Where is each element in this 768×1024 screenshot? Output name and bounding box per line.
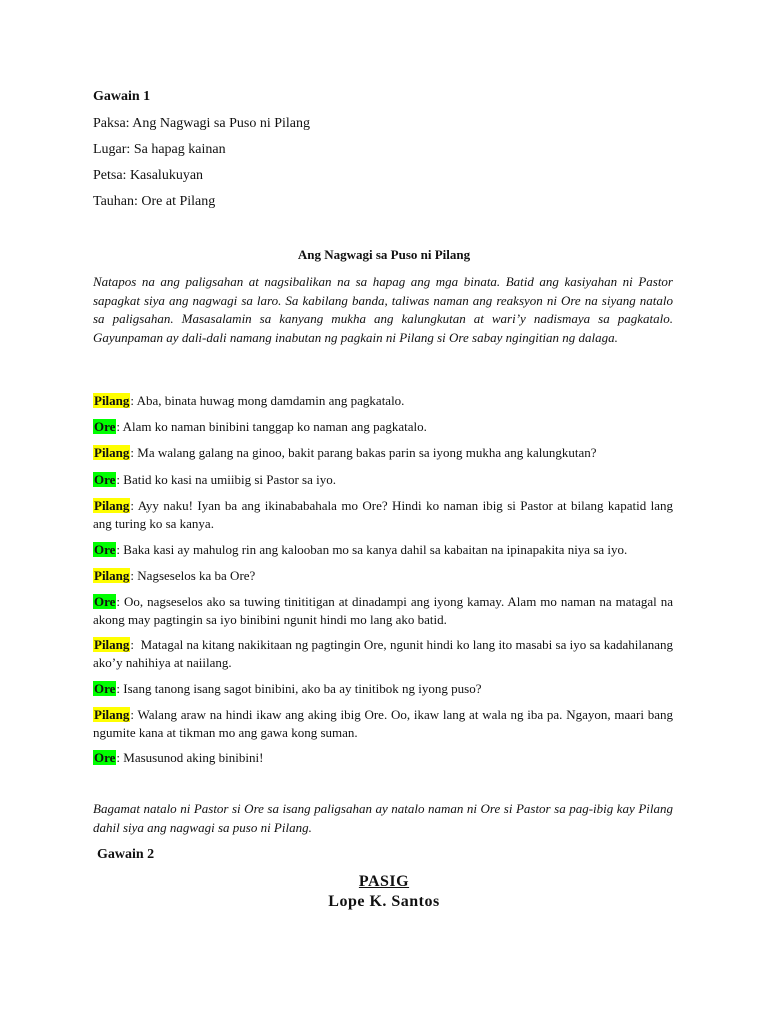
dialogue-line bbox=[93, 418, 673, 436]
speaker-separator: : bbox=[116, 472, 121, 487]
speaker-name-ore: Ore bbox=[94, 542, 116, 557]
dialogue-line bbox=[93, 541, 673, 559]
speaker-name-ore: Ore bbox=[94, 681, 116, 696]
dialogue-line bbox=[93, 392, 673, 410]
dialogue-text: Alam ko naman binibini tanggap ko naman ang pagkatalo. bbox=[120, 419, 427, 434]
speaker-name-pilang: Pilang bbox=[94, 707, 130, 722]
story-title: Ang Nagwagi sa Puso ni Pilang bbox=[297, 247, 471, 262]
poem-title: PASIG bbox=[358, 873, 410, 890]
speaker-name-ore: Ore bbox=[94, 472, 116, 487]
dialogue-line bbox=[93, 593, 677, 629]
story-intro: Natapos na ang paligsahan at nagsibalikan na sa hapag ang mga binata. Batid ang kasiyahan ni Pastor sapagkat siya ang nagwagi sa laro. Sa kabilang banda, taliwas naman ang reaksyon ni Ore na siyang natalo sa paligsahan. Masasalamin sa kanyang mukha ang kalungkutan at wari’y nadismaya sa pagkatalo. Gayunpaman ay dali-dali namang inabutan ng pagkain ni Pilang si Ore sabay ngingitian ng dalaga. bbox=[93, 274, 673, 345]
speaker-separator: : bbox=[130, 568, 135, 583]
dialogue-text: Batid ko kasi na umiibig si Pastor sa iyo. bbox=[120, 472, 336, 487]
dialogue-text: Ayy naku! Iyan ba ang ikinababahala mo Ore? Hindi ko naman ibig si Pastor at bilang kapatid lang ang turing ko sa kanya. bbox=[93, 498, 677, 531]
dialogue-text: Baka kasi ay mahulog rin ang kalooban mo sa kanya dahil sa kabaitan na ipinapakita niya sa iyo. bbox=[120, 542, 628, 557]
speaker-separator: : bbox=[116, 542, 121, 557]
dialogue-text: Ma walang galang na ginoo, bakit parang bakas parin sa iyong mukha ang kalungkutan? bbox=[134, 445, 597, 460]
dialogue-text: Walang araw na hindi ikaw ang aking ibig Ore. Oo, ikaw lang at wala ng iba pa. Ngayon, maari bang ngumite kana at tikman mo ang gawa kong suman. bbox=[93, 707, 677, 740]
poem-author: Lope K. Santos bbox=[328, 893, 440, 910]
dialogue-text: Oo, nagseselos ako sa tuwing tinititigan at dinadampi ang iyong kamay. Alam mo naman na matagal na akong may pagtingin sa iyo binibini ngunit hindi mo lang ako batid. bbox=[93, 594, 677, 627]
petsa-line: Petsa: Kasalukuyan bbox=[93, 168, 204, 183]
speaker-separator: : bbox=[130, 637, 135, 652]
speaker-separator: : bbox=[130, 498, 135, 513]
speaker-name-pilang: Pilang bbox=[94, 445, 130, 460]
lugar-line: Lugar: Sa hapag kainan bbox=[93, 142, 226, 157]
speaker-name-ore: Ore bbox=[94, 594, 116, 609]
speaker-name-pilang: Pilang bbox=[94, 393, 130, 408]
dialogue-line bbox=[93, 567, 673, 585]
dialogue-text: Masusunod aking binibini! bbox=[120, 750, 264, 765]
speaker-separator: : bbox=[130, 393, 135, 408]
speaker-name-ore: Ore bbox=[94, 419, 116, 434]
speaker-separator: : bbox=[116, 750, 121, 765]
dialogue-line bbox=[93, 497, 677, 533]
dialogue-line bbox=[93, 749, 673, 767]
paksa-line: Paksa: Ang Nagwagi sa Puso ni Pilang bbox=[93, 116, 310, 131]
speaker-separator: : bbox=[116, 419, 121, 434]
gawain1-heading: Gawain 1 bbox=[93, 89, 151, 104]
gawain2-heading: Gawain 2 bbox=[97, 847, 155, 862]
speaker-name-ore: Ore bbox=[94, 750, 116, 765]
speaker-separator: : bbox=[130, 445, 135, 460]
dialogue-text: Matagal na kitang nakikitaan ng pagtingin Ore, ngunit hindi ko lang ito masabi sa iyo sa kadahilanang ako’y nahihiya at naiilang. bbox=[93, 637, 677, 670]
dialogue-line bbox=[93, 444, 673, 462]
speaker-name-pilang: Pilang bbox=[94, 498, 130, 513]
dialogue-text: Isang tanong isang sagot binibini, ako ba ay tinitibok ng iyong puso? bbox=[120, 681, 482, 696]
speaker-separator: : bbox=[116, 681, 121, 696]
dialogue-text: Nagseselos ka ba Ore? bbox=[134, 568, 256, 583]
dialogue-line bbox=[93, 706, 677, 742]
dialogue-text: Aba, binata huwag mong damdamin ang pagkatalo. bbox=[134, 393, 405, 408]
speaker-name-pilang: Pilang bbox=[94, 568, 130, 583]
dialogue-line bbox=[93, 636, 677, 672]
dialogue-line bbox=[93, 680, 673, 698]
speaker-separator: : bbox=[116, 594, 121, 609]
speaker-separator: : bbox=[130, 707, 135, 722]
tauhan-line: Tauhan: Ore at Pilang bbox=[93, 194, 216, 209]
speaker-name-pilang: Pilang bbox=[94, 637, 130, 652]
dialogue-line bbox=[93, 471, 673, 489]
story-closing: Bagamat natalo ni Pastor si Ore sa isang paligsahan ay natalo naman ni Ore si Pastor sa pag-ibig kay Pilang dahil siya ang nagwagi sa puso ni Pilang. bbox=[93, 801, 673, 835]
